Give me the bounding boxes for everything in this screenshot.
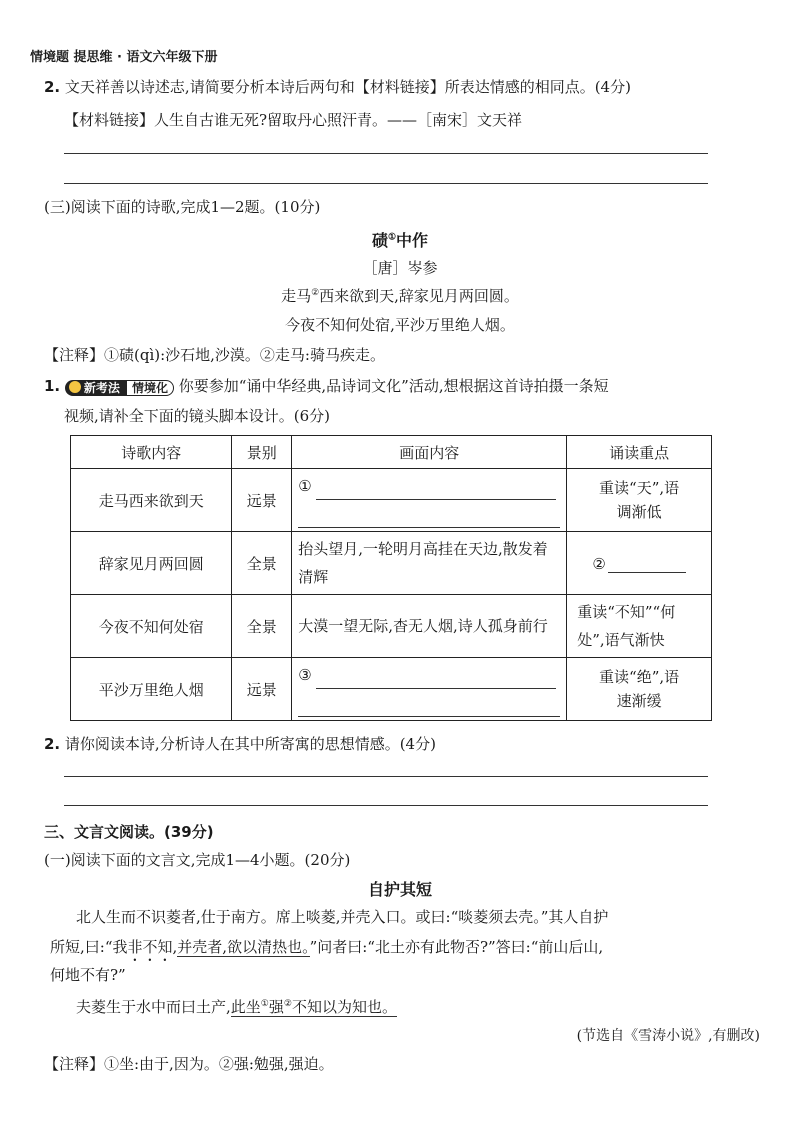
article-para-1-line-2 bbox=[50, 936, 603, 965]
poem-cell: 今夜不知何处宿 bbox=[71, 595, 232, 658]
material-link: 【材料链接】人生自古谁无死?留取丹心照汗青。——［南宋］文天祥 bbox=[64, 111, 523, 129]
dotted-text: 非不知 bbox=[127, 938, 173, 956]
section-intro: (三)阅读下面的诗歌,完成1—2题。(10分) bbox=[44, 198, 321, 216]
answer-line[interactable] bbox=[64, 153, 708, 154]
article-title: 自护其短 bbox=[367, 880, 432, 899]
blank-marker: ③ bbox=[298, 666, 312, 684]
fill-blank[interactable] bbox=[316, 670, 556, 689]
poem-line-text: 走马 bbox=[281, 287, 312, 305]
text-run: 此坐 bbox=[230, 998, 261, 1016]
article-para-1-line-3: 何地不有?” bbox=[50, 966, 126, 984]
answer-line[interactable] bbox=[64, 183, 708, 184]
question-2 bbox=[44, 76, 631, 97]
question-1 bbox=[44, 375, 609, 396]
poem-cell: 辞家见月两回圆 bbox=[71, 532, 232, 595]
underlined-sentence bbox=[231, 998, 397, 1017]
poem-title-rest: 中作 bbox=[396, 231, 429, 250]
part-heading: 三、文言文阅读。(39分) bbox=[44, 823, 214, 841]
text-run: ”问者曰:“北土亦有此物否?”答曰:“前山后山, bbox=[309, 938, 604, 956]
shot-cell: 全景 bbox=[232, 532, 292, 595]
poem-title-text: 碛 bbox=[371, 231, 388, 250]
text-run: , bbox=[172, 938, 178, 956]
table-row bbox=[71, 658, 712, 721]
table-row bbox=[71, 595, 712, 658]
question-text: 请你阅读本诗,分析诗人在其中所寄寓的思想情感。(4分) bbox=[64, 735, 436, 753]
picture-cell bbox=[292, 469, 567, 532]
reading-text: 重读“天”,语调渐低 bbox=[599, 479, 680, 521]
poem-cell: 平沙万里绝人烟 bbox=[71, 658, 232, 721]
article-para-2 bbox=[76, 996, 397, 1017]
lightbulb-icon bbox=[69, 381, 81, 393]
shot-cell: 远景 bbox=[232, 469, 292, 532]
fill-blank[interactable] bbox=[298, 698, 560, 717]
article-notes: 【注释】①坐:由于,因为。②强:勉强,强迫。 bbox=[44, 1055, 334, 1073]
table-header-row bbox=[71, 436, 712, 469]
poem-cell: 走马西来欲到天 bbox=[71, 469, 232, 532]
badge-label: 情境化 bbox=[126, 380, 174, 396]
column-header: 景别 bbox=[232, 436, 292, 469]
footnote-mark: ① bbox=[260, 999, 269, 1009]
text-run: 夫菱生于水中而曰土产, bbox=[76, 998, 231, 1016]
answer-line[interactable] bbox=[64, 776, 708, 777]
table-row bbox=[71, 469, 712, 532]
text-run: 不知以为知也。 bbox=[291, 998, 397, 1016]
underlined-sentence: 并壳者,欲以清热也。 bbox=[177, 938, 310, 956]
new-method-badge bbox=[65, 379, 174, 396]
question-number: 2. bbox=[44, 735, 61, 753]
reading-text: 重读“绝”,语速渐缓 bbox=[599, 668, 680, 710]
part-intro: (一)阅读下面的文言文,完成1—4小题。(20分) bbox=[44, 851, 351, 869]
fill-blank[interactable] bbox=[608, 554, 686, 573]
blank-marker: ② bbox=[592, 554, 606, 573]
blank-marker: ① bbox=[298, 477, 312, 495]
answer-line[interactable] bbox=[64, 805, 708, 806]
fill-blank[interactable] bbox=[298, 509, 560, 528]
reading-cell bbox=[567, 469, 712, 532]
reading-cell bbox=[567, 658, 712, 721]
footnote-mark: ② bbox=[283, 999, 292, 1009]
text-run: 所短,曰:“我 bbox=[50, 938, 128, 956]
question-text: 你要参加“诵中华经典,品诗词文化”活动,想根据这首诗拍摄一条短 bbox=[178, 377, 609, 395]
footnote-mark: ① bbox=[387, 232, 397, 243]
footnote-mark: ② bbox=[311, 288, 320, 298]
poem-line-text: 西来欲到天,辞家见月两回圆。 bbox=[319, 287, 519, 305]
poem-line-1 bbox=[0, 285, 800, 306]
shot-cell: 远景 bbox=[232, 658, 292, 721]
poem-notes: 【注释】①碛(qì):沙石地,沙漠。②走马:骑马疾走。 bbox=[44, 346, 385, 364]
question-number: 2. bbox=[44, 78, 61, 96]
question-number: 1. bbox=[44, 377, 61, 395]
table-row bbox=[71, 532, 712, 595]
shot-cell: 全景 bbox=[232, 595, 292, 658]
fill-blank[interactable] bbox=[316, 481, 556, 500]
shot-script-table bbox=[70, 435, 712, 721]
reading-cell: 重读“不知”“何处”,语气渐快 bbox=[567, 595, 712, 658]
question-2-poem bbox=[44, 733, 436, 754]
picture-cell: 大漠一望无际,杳无人烟,诗人孤身前行 bbox=[292, 595, 567, 658]
column-header: 诗歌内容 bbox=[71, 436, 232, 469]
question-text: 文天祥善以诗述志,请简要分析本诗后两句和【材料链接】所表达情感的相同点。(4分) bbox=[64, 78, 631, 96]
picture-cell: 抬头望月,一轮明月高挂在天边,散发着清辉 bbox=[292, 532, 567, 595]
reading-cell bbox=[567, 532, 712, 595]
poem-title bbox=[0, 228, 800, 251]
page-header: 情境题 提思维 · 语文六年级下册 bbox=[30, 50, 218, 65]
source-note: (节选自《雪涛小说》,有删改) bbox=[576, 1028, 760, 1044]
column-header: 诵读重点 bbox=[567, 436, 712, 469]
question-text-cont: 视频,请补全下面的镜头脚本设计。(6分) bbox=[64, 407, 331, 425]
column-header: 画面内容 bbox=[292, 436, 567, 469]
poem-line-2: 今夜不知何处宿,平沙万里绝人烟。 bbox=[285, 316, 515, 334]
poem-author: ［唐］岑参 bbox=[362, 259, 438, 277]
text-run: 强 bbox=[268, 998, 284, 1016]
badge-label: 新考法 bbox=[83, 380, 120, 395]
article-para-1-line-1: 北人生而不识菱者,仕于南方。席上啖菱,并壳入口。或曰:“啖菱须去壳。”其人自护 bbox=[76, 908, 609, 926]
picture-cell bbox=[292, 658, 567, 721]
